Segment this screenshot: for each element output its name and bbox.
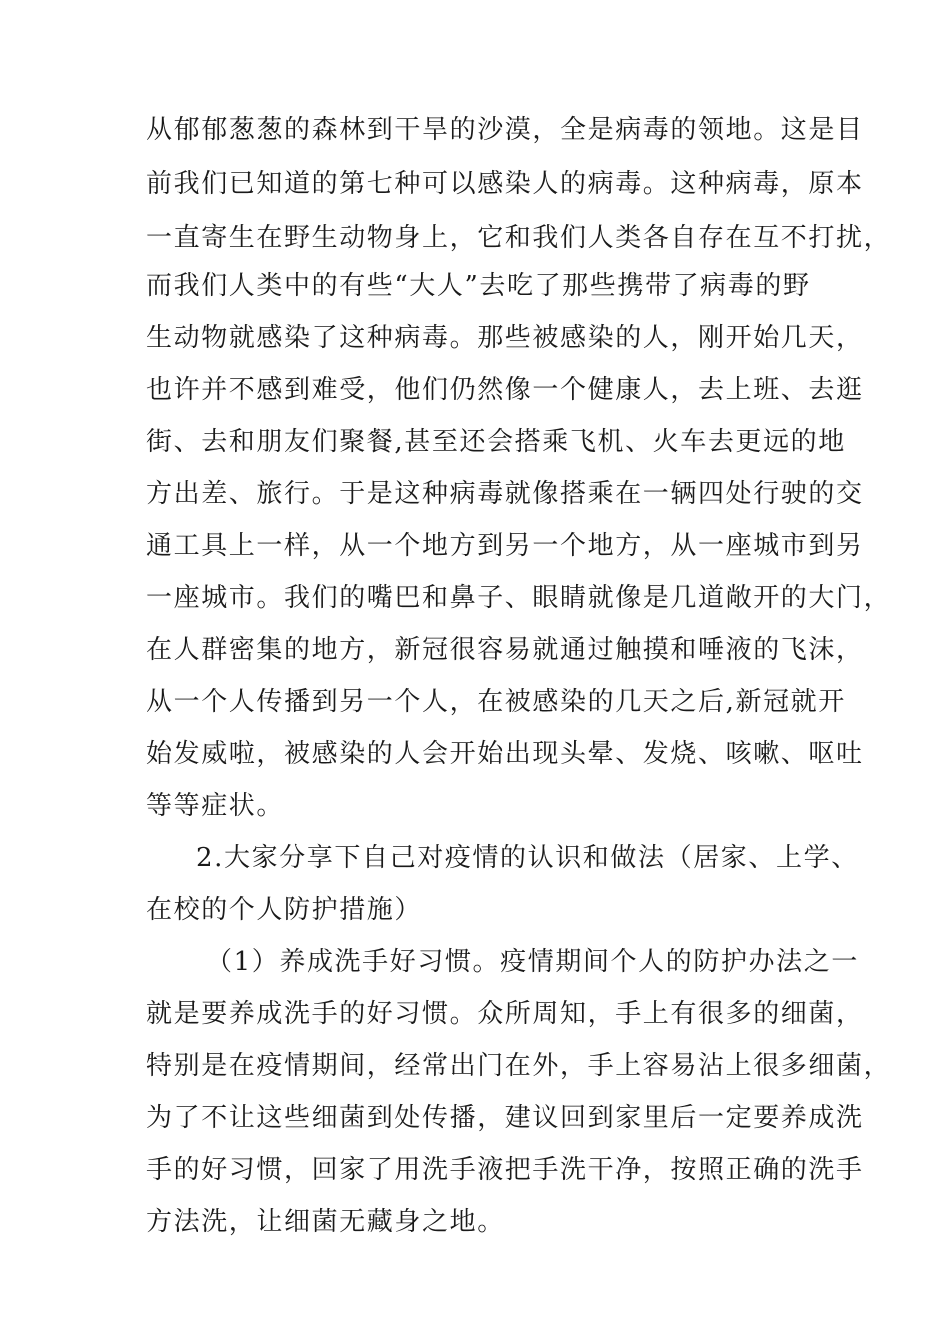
text-line: 而我们人类中的有些“大人”去吃了那些携带了病毒的野 [146, 271, 811, 301]
text-line: 街、去和朋友们聚餐,甚至还会搭乘飞机、火车去更远的地 [146, 427, 846, 457]
text-line: 为了不让这些细菌到处传播，建议回到家里后一定要养成洗 [146, 1103, 864, 1133]
text-line: 前我们已知道的第七种可以感染人的病毒。这种病毒，原本 [146, 169, 864, 199]
text-line: 从一个人传播到另一个人，在被感染的几天之后,新冠就开 [146, 687, 846, 717]
text-line: 手的好习惯，回家了用洗手液把手洗干净，按照正确的洗手 [146, 1155, 864, 1185]
text-line: 方出差、旅行。于是这种病毒就像搭乘在一辆四处行驶的交 [146, 479, 864, 509]
text-line: 一座城市。我们的嘴巴和鼻子、眼睛就像是几道敞开的大门， [146, 583, 892, 613]
text-line: 在校的个人防护措施） [146, 895, 423, 925]
text-line: 方法洗，让细菌无藏身之地。 [146, 1207, 505, 1237]
text-line: 从郁郁葱葱的森林到干旱的沙漠，全是病毒的领地。这是目 [146, 115, 864, 145]
text-line: 就是要养成洗手的好习惯。众所周知，手上有很多的细菌， [146, 999, 864, 1029]
text-line: 特别是在疫情期间，经常出门在外，手上容易沾上很多细菌， [146, 1051, 892, 1081]
text-line: 生动物就感染了这种病毒。那些被感染的人，刚开始几天， [146, 323, 864, 353]
section-heading: 2.大家分享下自己对疫情的认识和做法（居家、上学、 [196, 843, 859, 873]
text-line: 通工具上一样，从一个地方到另一个地方，从一座城市到另 [146, 531, 864, 561]
subsection-heading: （1）养成洗手好习惯。疫情期间个人的防护办法之一 [206, 947, 859, 977]
text-line: 在人群密集的地方，新冠很容易就通过触摸和唾液的飞沫， [146, 635, 864, 665]
text-line: 等等症状。 [146, 791, 285, 821]
text-line: 一直寄生在野生动物身上，它和我们人类各自存在互不打扰， [146, 223, 892, 253]
text-line: 也许并不感到难受，他们仍然像一个健康人，去上班、去逛 [146, 375, 864, 405]
text-line: 始发威啦，被感染的人会开始出现头晕、发烧、咳嗽、呕吐 [146, 739, 864, 769]
